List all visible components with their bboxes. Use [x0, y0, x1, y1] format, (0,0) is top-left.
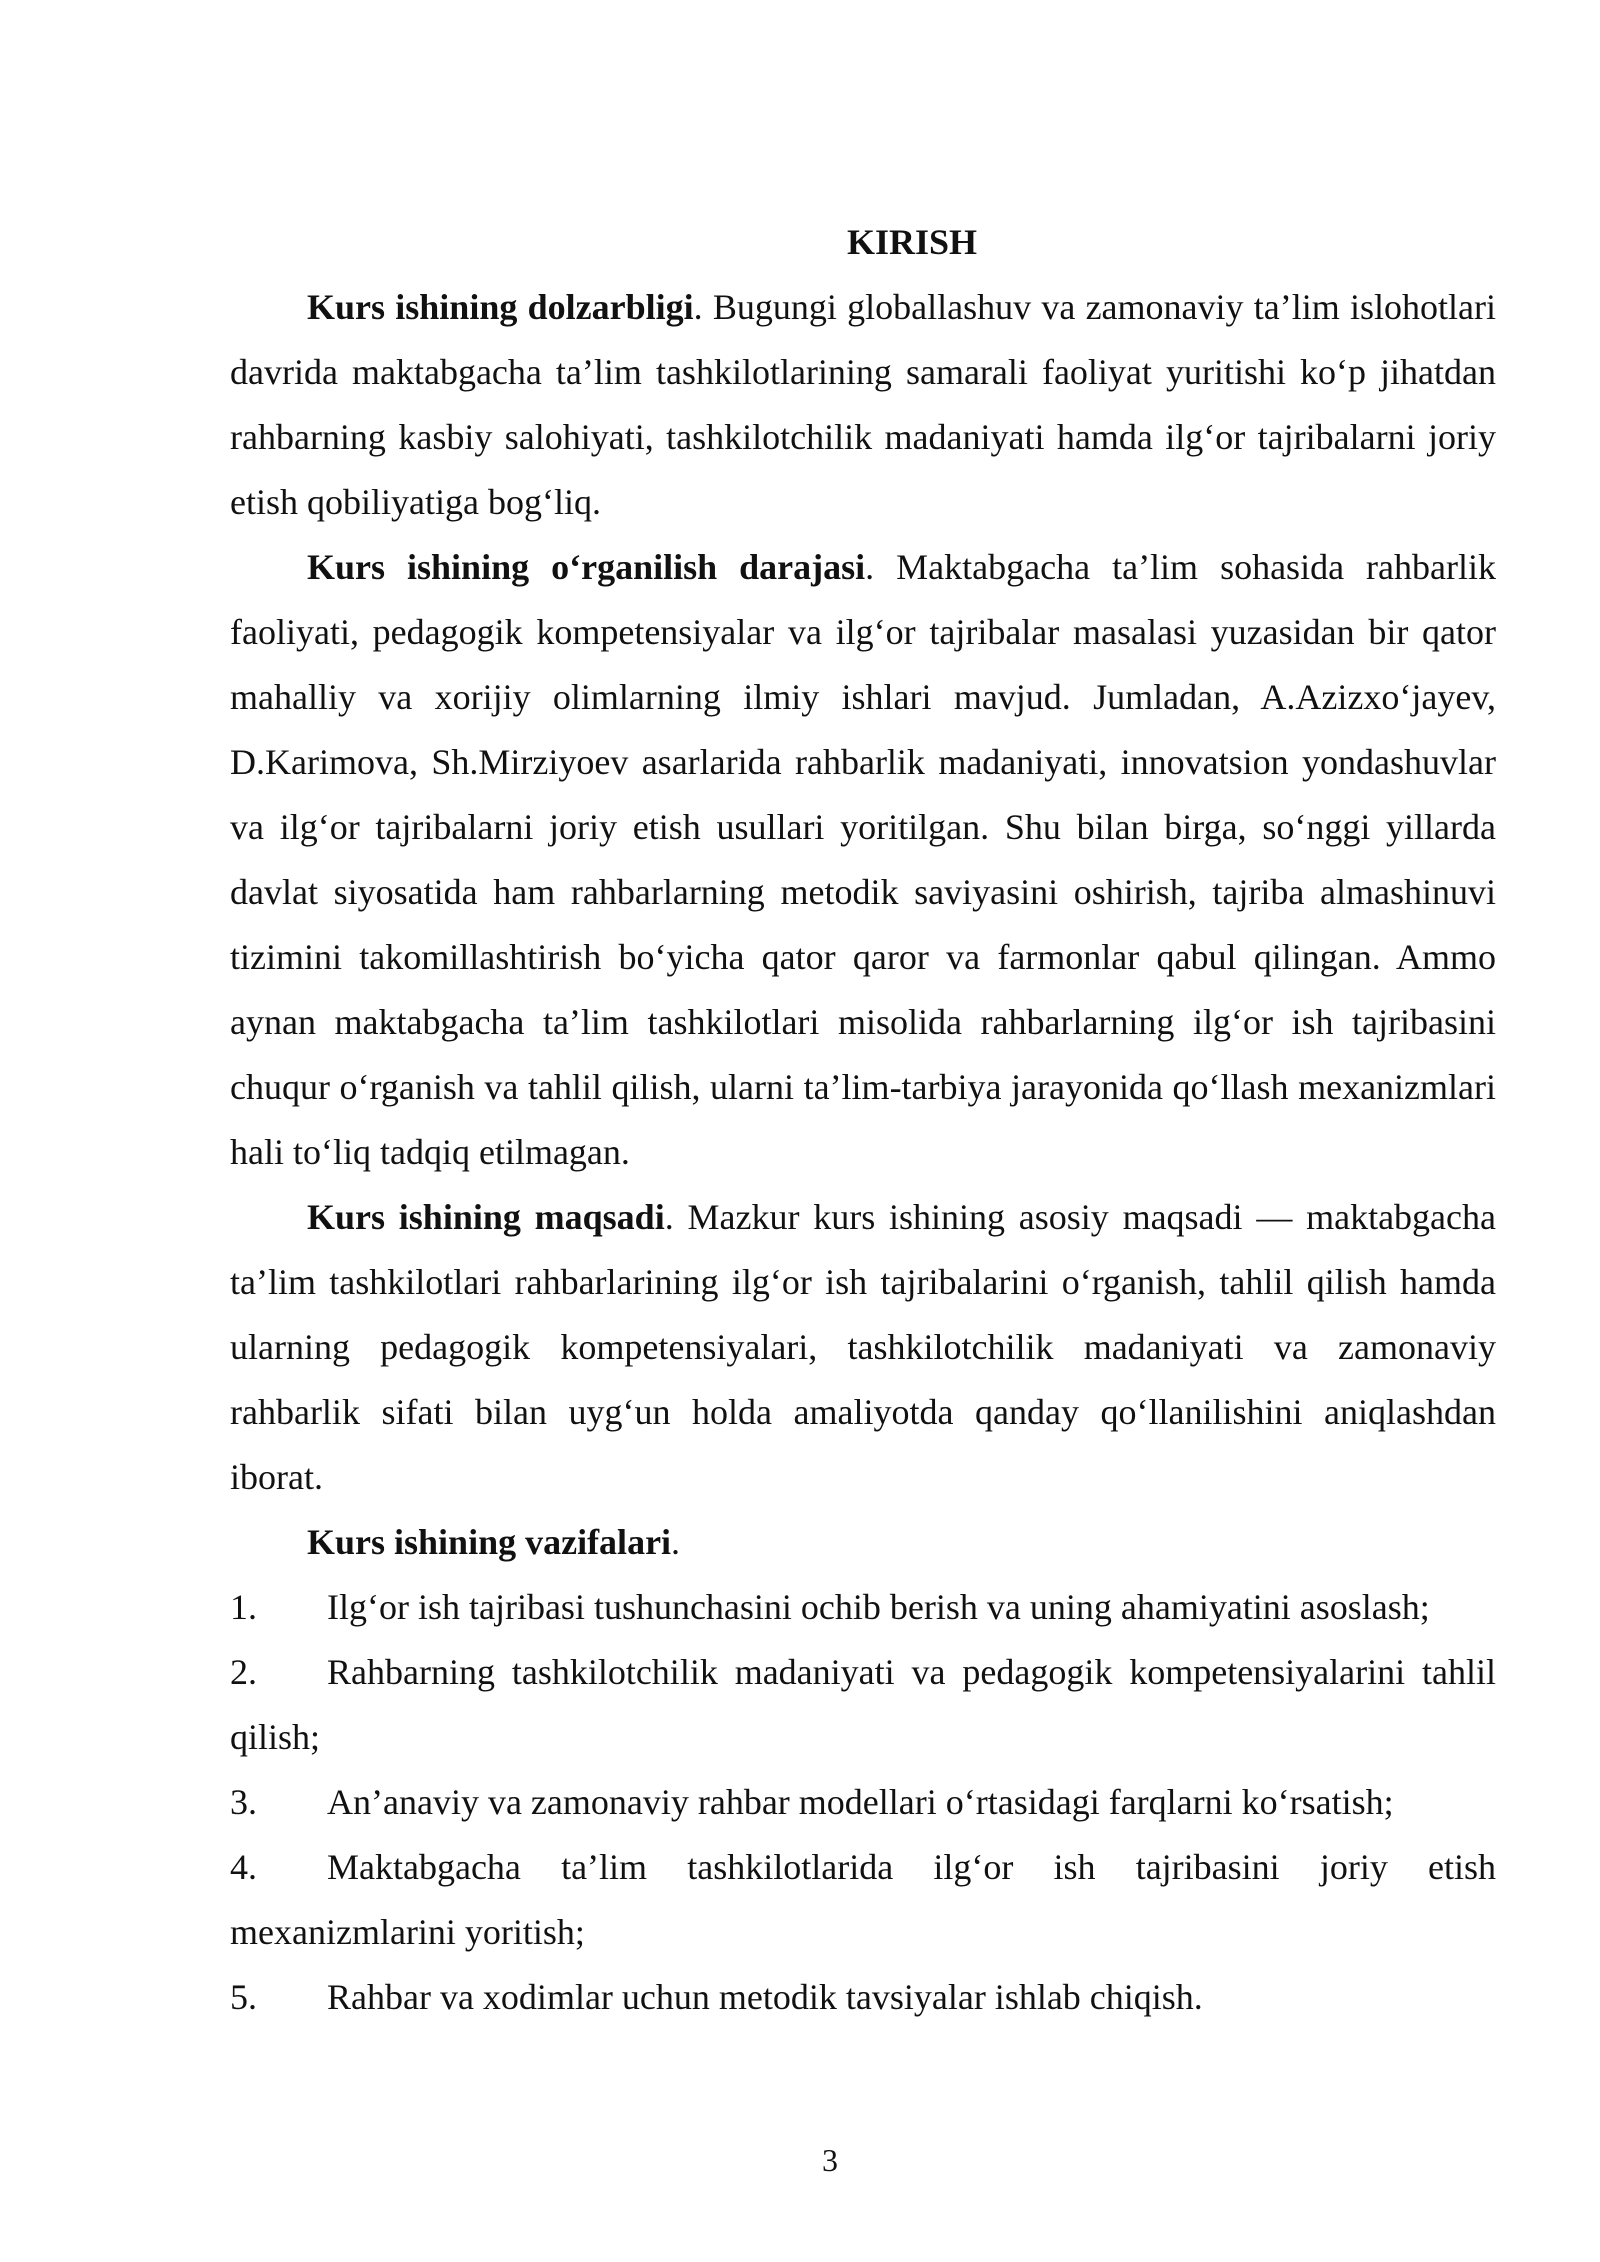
- paragraph-lead: Kurs ishining dolzarbligi: [307, 287, 694, 327]
- lead-punct: .: [693, 287, 703, 327]
- paragraph-lead: Kurs ishining maqsadi: [307, 1197, 665, 1237]
- task-text: Rahbarning tashkilotchilik madaniyati va pedagogik kompetensiyalarini tahlil qilish;: [230, 1652, 1496, 1757]
- task-list-item: [230, 1770, 1496, 1835]
- task-list-item: [230, 1835, 1496, 1965]
- document-body: [230, 210, 1496, 2030]
- paragraph-text: Maktabgacha ta’lim sohasida rahbarlik faoliyati, pedagogik kompetensiyalar va ilg‘or tajribalar masalasi yuzasidan bir qator mahalliy va xorijiy olimlarning ilmiy ishlari mavjud. Jumladan, A.Azizxo‘jayev, D.Karimova, Sh.Mirziyoev asarlarida rahbarlik madaniyati, innovatsion yondashuvlar va ilg‘or tajribalarni joriy etish usullari yoritilgan. Shu bilan birga, so‘nggi yillarda davlat siyosatida ham rahbarlarning metodik saviyasini oshirish, tajriba almashinuvi tizimini takomillashtirish bo‘yicha qator qaror va farmonlar qabul qilingan. Ammo aynan maktabgacha ta’lim tashkilotlari misolida rahbarlarning ilg‘or ish tajribasini chuqur o‘rganish va tahlil qilish, ularni ta’lim-tarbiya jarayonida qo‘llash mexanizmlari hali to‘liq tadqiq etilmagan.: [230, 547, 1496, 1172]
- task-number: 1.: [230, 1587, 257, 1627]
- task-text: Rahbar va xodimlar uchun metodik tavsiyalar ishlab chiqish.: [327, 1977, 1203, 2017]
- paragraph-goal: [230, 1185, 1496, 1510]
- paragraph-lead: Kurs ishining vazifalari: [307, 1522, 672, 1562]
- paragraph-study-level: [230, 535, 1496, 1185]
- paragraph-lead: Kurs ishining o‘rganilish darajasi: [307, 547, 866, 587]
- task-number: 4.: [230, 1847, 257, 1887]
- lead-punct: .: [671, 1522, 681, 1562]
- paragraph-text: Mazkur kurs ishining asosiy maqsadi — maktabgacha ta’lim tashkilotlari rahbarlarining ilg‘or ish tajribalarini o‘rganish, tahlil qilish hamda ularning pedagogik kompetensiyalari, tashkilotchilik madaniyati va zamonaviy rahbarlik sifati bilan uyg‘un holda amaliyotda qanday qo‘llanilishini aniqlashdan iborat.: [230, 1197, 1496, 1497]
- section-heading: KIRISH: [846, 222, 978, 262]
- task-list-item: [230, 1965, 1496, 2030]
- lead-punct: .: [664, 1197, 674, 1237]
- task-number: 2.: [230, 1652, 257, 1692]
- page-number: 3: [822, 2142, 838, 2178]
- task-list-item: [230, 1640, 1496, 1770]
- task-text: An’anaviy va zamonaviy rahbar modellari o‘rtasidagi farqlarni ko‘rsatish;: [327, 1782, 1394, 1822]
- paragraph-tasks: [230, 1510, 1496, 1575]
- task-list-item: [230, 1575, 1496, 1640]
- lead-punct: .: [865, 547, 875, 587]
- task-number: 3.: [230, 1782, 257, 1822]
- paragraph-relevance: [230, 275, 1496, 535]
- task-number: 5.: [230, 1977, 257, 2017]
- task-text: Ilg‘or ish tajribasi tushunchasini ochib berish va uning ahamiyatini asoslash;: [327, 1587, 1430, 1627]
- paragraph-text: Bugungi globallashuv va zamonaviy ta’lim islohotlari davrida maktabgacha ta’lim tashkilotlarining samarali faoliyat yuritishi ko‘p jihatdan rahbarning kasbiy salohiyati, tashkilotchilik madaniyati hamda ilg‘or tajribalarni joriy etish qobiliyatiga bog‘liq.: [230, 287, 1496, 522]
- task-text: Maktabgacha ta’lim tashkilotlarida ilg‘or ish tajribasini joriy etish mexanizmlarini yoritish;: [230, 1847, 1496, 1952]
